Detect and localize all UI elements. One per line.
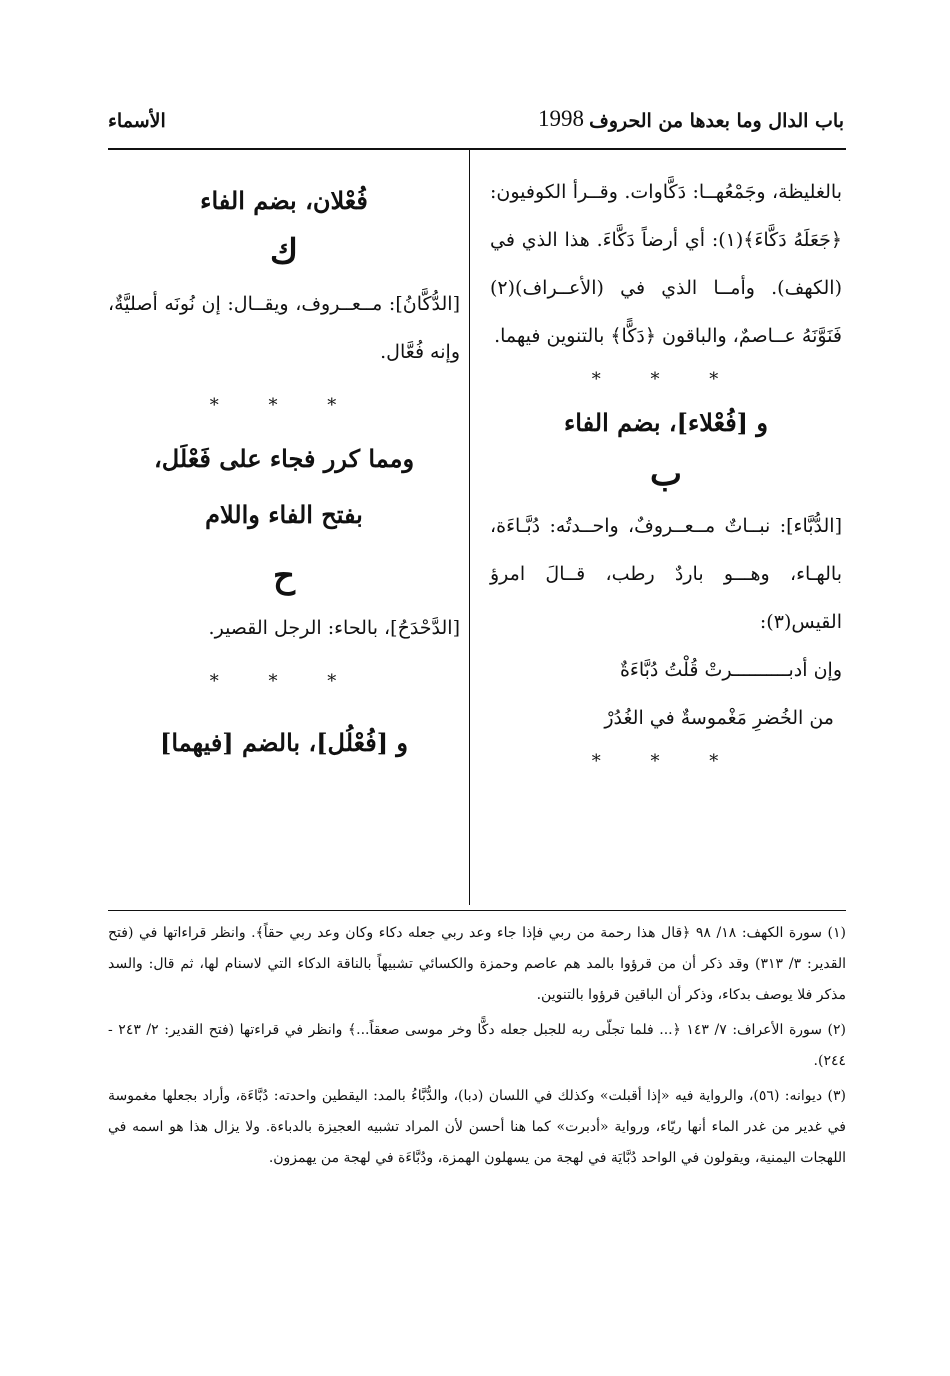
heading-fulan: فُعْلان، بضم الفاء [200, 186, 368, 215]
section-separator: * * * [591, 751, 741, 772]
footnotes [108, 918, 846, 1178]
letter-heading-ha: ح [273, 556, 295, 596]
heading-falal-sub: بفتح الفاء واللام [205, 500, 363, 529]
heading-fulaa: و [فُعْلاء]، بضم الفاء [564, 408, 768, 437]
entry-dubbaa: [الدُّبَّاء]: نبــاتٌ مــعــروفٌ، واحــدتُه: دُبَّـاءَة، بالهـاء، وهـــو باردٌ رطب، قــالَ امرؤ القيس(٣): [490, 515, 842, 633]
footnote-rule [108, 910, 846, 911]
heading-falal: ومما كرر فجاء على فَعْلَل، [153, 444, 415, 473]
header-rule [108, 148, 846, 150]
running-header [108, 106, 844, 144]
letter-heading-kaf: ك [269, 232, 299, 272]
entry-dukkan: [الدُّكَّانُ]: مــعــروف، ويقــال: إن نُونَه أصليَّةٌ، وإنه فُعَّال. [108, 293, 460, 363]
footnote-2: (٢) سورة الأعراف: ٧/ ١٤٣ ﴿... فلما تجلّى ربه للجبل جعله دكًّا وخر موسى صعقاً...﴾ وانظر في قراءتها (فتح القدير: ٢/ ٢٤٣ - ٢٤٤). [108, 1022, 847, 1069]
section-separator: * * * [209, 671, 359, 692]
chapter-title: باب الدال وما بعدها من الحروف [589, 110, 844, 132]
footnote-1: (١) سورة الكهف: ١٨/ ٩٨ ﴿قال هذا رحمة من ربي فإذا جاء وعد ربي جعله دكاء وكان وعد ربي حقاً﴾. وانظر قراءاتها في (فتح القدير: ٣/ ٣١٣) وقد ذكر أن من قرؤوا بالمد هم عاصم وحمزة والكسائي تشبيهاً بالناقة الدكاء التي لاسنام لها، ثم قال: والسد مذكر فلا يوصف بدكاء، وذكر أن الباقين قرؤوا بالتنوين. [108, 925, 846, 1003]
section-separator: * * * [209, 395, 359, 416]
poem-verse-1: وإن أدبــــــــــرتْ قُلْتُ دُبَّاءَةٌ [619, 659, 842, 681]
left-column [108, 168, 460, 766]
letter-heading-ba: ب [649, 454, 682, 494]
section-title: الأسماء [108, 110, 166, 132]
footnote-3: (٣) ديوانه: (٥٦)، والرواية فيه «إذا أقبلت» وكذلك في اللسان (دبا)، والدُّبَّاءُ بالمد: اليقطين واحدته: دُبَّاءَة، وأراد بجعلها مغموسة في غدير من غدر الماء أنها ريّاء، ورواية «أدبرت» كما هنا أحسن لأن المراد تشبيه العجيزة بالدباءة. ولا يزال هذا هو اسمه في اللهجات اليمنية، ويقولون في الواحد دُبَّايَة في لهجة من يسهلون الهمزة، ودُبَّاءَة في لهجة من يهمزون. [108, 1088, 847, 1166]
page-number: 1998 [538, 106, 584, 131]
right-column [490, 168, 842, 782]
poem-verse-2: من الخُضرِ مَغْموسةٌ في الغُدُرْ [604, 707, 834, 729]
entry-dakkawat: بالغليظة، وجَمْعُهــا: دَكَّاوات. وقــرأ الكوفيون: ﴿جَعَلَهُ دَكَّاءَ﴾(١): أي أرضاً دَكَّاءَ. هذا الذي في (الكهف). وأمــا الذي في (الأعــراف)(٢) فَنَوَّنَهُ عــاصمٌ، والباقون ﴿دَكًّا﴾ بالتنوين فيهما. [490, 181, 842, 347]
entry-dahdah: [الدَّحْدَحُ]، بالحاء: الرجل القصير. [208, 617, 460, 639]
heading-fulul: و [فُعْلُل]، بالضم [فيهما] [159, 728, 409, 757]
column-divider [469, 150, 470, 905]
section-separator: * * * [591, 369, 741, 390]
